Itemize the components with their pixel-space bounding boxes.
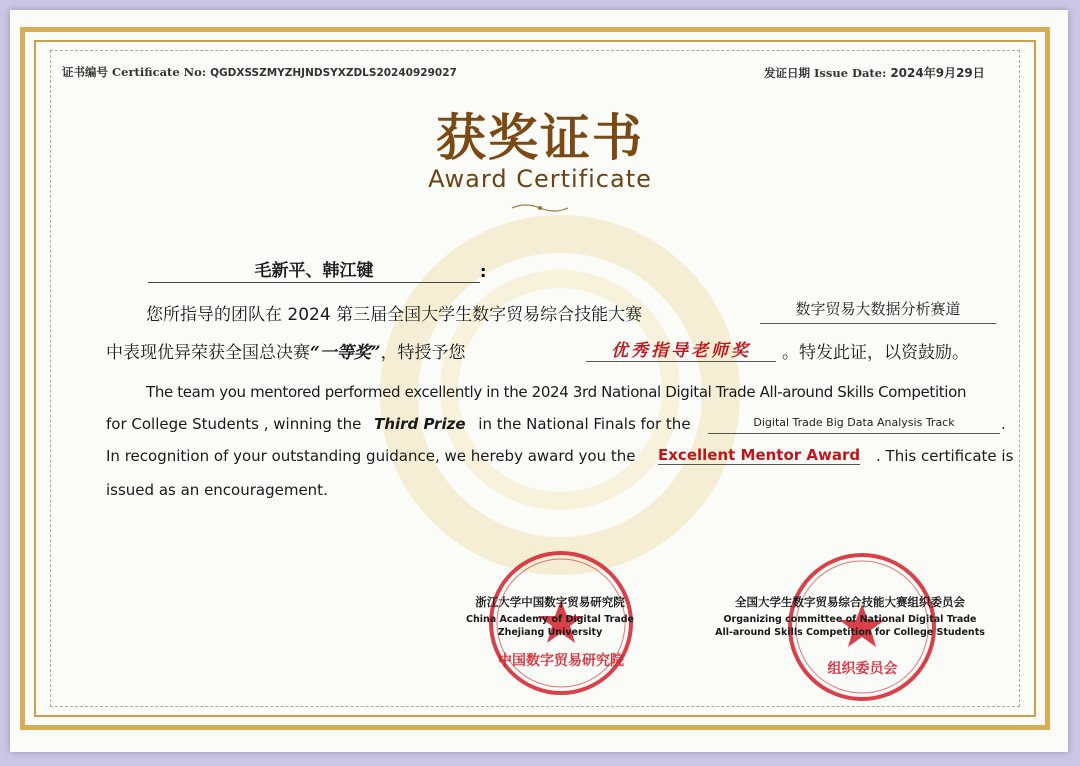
left-issuer	[430, 594, 670, 639]
prize-level-english: Third Prize	[374, 415, 466, 433]
right-issuer	[700, 594, 1000, 639]
right-seal-text: 组织委员会	[827, 661, 898, 677]
recipient-names: 毛新平、韩江键	[254, 261, 374, 281]
english-body-line2-start: for College Students , winning the	[106, 415, 362, 433]
track-name-chinese: 数字贸易大数据分析赛道	[795, 300, 961, 318]
award-name-chinese: 优秀指导老师奖	[611, 341, 751, 361]
right-issuer-name-english-1: Organizing committee of National Digital Trade	[723, 614, 977, 625]
english-body-line2-mid: in the National Finals for the	[478, 415, 691, 433]
recipient-underline	[148, 282, 480, 283]
chinese-body-line2-end: 。特发此证，以资鼓励。	[782, 343, 969, 363]
english-body-line2	[106, 415, 691, 433]
chinese-body-line2	[106, 338, 466, 363]
left-seal-text: 中国数字贸易研究院	[498, 653, 624, 669]
left-issuer-name-english-2: Zhejiang University	[497, 627, 603, 638]
track-chinese-underline	[760, 323, 996, 324]
english-body-line1: The team you mentored performed excellently in the 2024 3rd National Digital Trade All-around Skills Competition	[146, 383, 967, 401]
english-body-line3-end: . This certificate is	[876, 447, 1014, 465]
issue-date-label: 发证日期 Issue Date:	[764, 66, 887, 80]
track-english-underline	[708, 433, 1000, 434]
right-issuer-name-english-2: All-around Skills Competition for College Students	[715, 627, 985, 638]
left-issuer-name-english-1: China Academy of Digital Trade	[466, 614, 634, 625]
prize-level-chinese: “一等奖”	[310, 343, 381, 363]
english-body-line2-end: .	[1001, 415, 1006, 433]
issue-date-value: 2024年9月29日	[890, 66, 985, 80]
title-english: Award Certificate	[428, 165, 652, 193]
recipient-colon: :	[480, 262, 487, 281]
english-body-line3: In recognition of your outstanding guidance, we hereby award you the	[106, 447, 636, 465]
certificate-number	[62, 64, 457, 80]
track-name-english: Digital Trade Big Data Analysis Track	[753, 416, 955, 429]
certificate-number-label: 证书编号 Certificate No:	[62, 65, 207, 79]
title-ornament-icon	[510, 202, 570, 214]
award-chinese-underline	[586, 361, 776, 362]
right-issuer-name-chinese: 全国大学生数字贸易综合技能大赛组织委员会	[735, 595, 965, 609]
chinese-body-line2-mid: ，特授予您	[380, 343, 466, 363]
certificate-number-value: QGDXSSZMYZHJNDSYXZDLS20240929027	[210, 67, 457, 79]
title-chinese: 获奖证书	[436, 108, 644, 167]
left-issuer-name-chinese: 浙江大学中国数字贸易研究院	[475, 595, 625, 609]
award-name-english: Excellent Mentor Award	[658, 446, 861, 464]
chinese-body-line1: 您所指导的团队在 2024 第三届全国大学生数字贸易综合技能大赛	[146, 305, 643, 325]
english-body-line4: issued as an encouragement.	[106, 481, 328, 499]
chinese-body-line2-start: 中表现优异荣获全国总决赛	[106, 343, 310, 363]
issue-date	[764, 64, 985, 81]
